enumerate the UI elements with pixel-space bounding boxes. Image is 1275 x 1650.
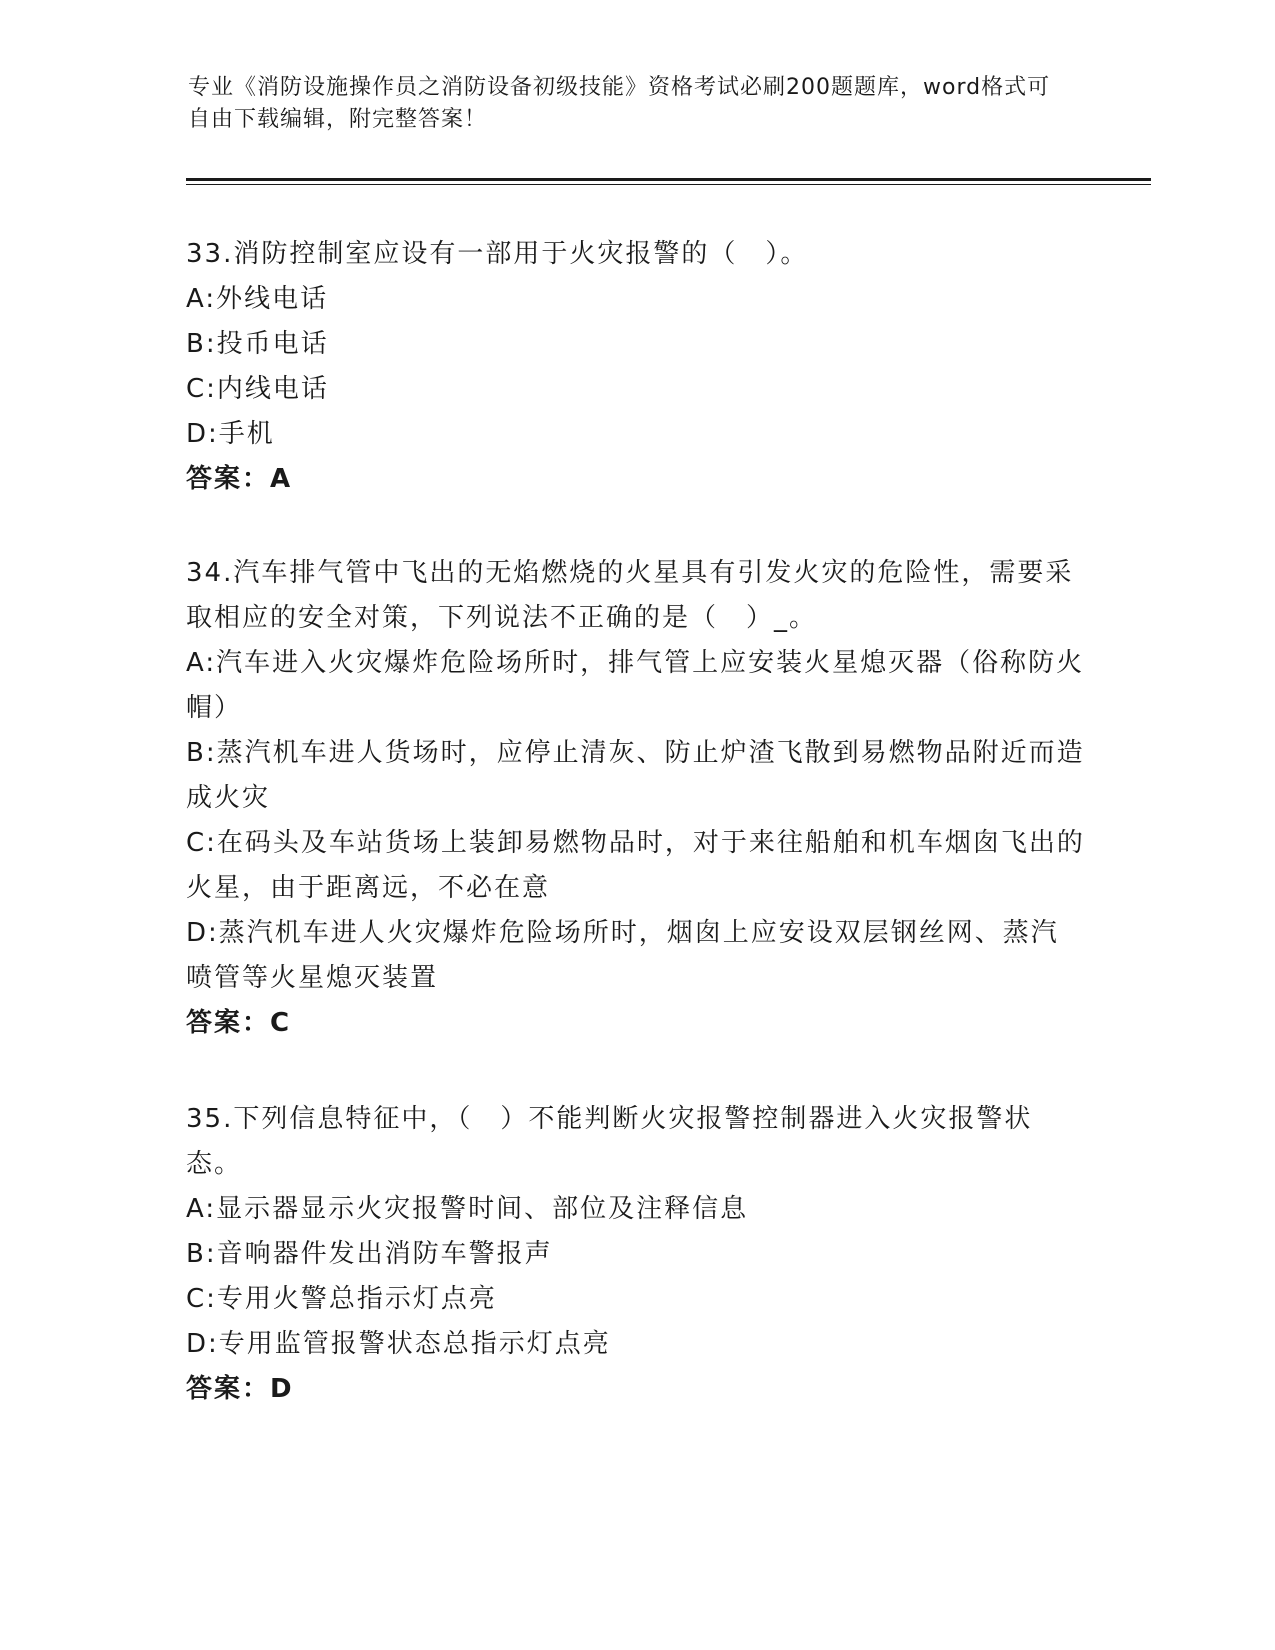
answer: 答案：C [186, 1008, 292, 1038]
answer: 答案：D [186, 1374, 294, 1404]
option-b: B:投币电话 [186, 329, 329, 359]
option-b: B:音响器件发出消防车警报声 [186, 1239, 553, 1269]
option-a: A:外线电话 [186, 284, 329, 314]
option-a: A:汽车进入火灾爆炸危险场所时，排气管上应安装火星熄灭器（俗称防火帽） [186, 648, 1085, 723]
question-35 [186, 1097, 1086, 1412]
option-d: D:专用监管报警状态总指示灯点亮 [186, 1329, 611, 1359]
answer: 答案：A [186, 464, 293, 494]
option-d: D:手机 [186, 419, 275, 449]
question-33 [186, 232, 1086, 502]
header-divider-thin [186, 184, 1151, 185]
option-c: C:专用火警总指示灯点亮 [186, 1284, 497, 1314]
option-d: D:蒸汽机车进人火灾爆炸危险场所时，烟囱上应安设双层钢丝网、蒸汽喷管等火星熄灭装置 [186, 918, 1059, 993]
question-stem: 35.下列信息特征中，（ ）不能判断火灾报警控制器进入火灾报警状态。 [186, 1104, 1033, 1179]
option-c: C:内线电话 [186, 374, 329, 404]
option-a: A:显示器显示火灾报警时间、部位及注释信息 [186, 1194, 749, 1224]
question-stem: 34.汽车排气管中飞出的无焰燃烧的火星具有引发火灾的危险性，需要采取相应的安全对策，下列说法不正确的是（ ）_。 [186, 558, 1074, 633]
question-34 [186, 551, 1086, 1046]
header-divider-thick [186, 178, 1151, 181]
option-c: C:在码头及车站货场上装卸易燃物品时，对于来往船舶和机车烟囱飞出的火星，由于距离远，不必在意 [186, 828, 1085, 903]
document-header: 专业《消防设施操作员之消防设备初级技能》资格考试必刷200题题库，word格式可自由下载编辑，附完整答案！ [188, 75, 1051, 132]
option-b: B:蒸汽机车进人货场时，应停止清灰、防止炉渣飞散到易燃物品附近而造成火灾 [186, 738, 1085, 813]
question-stem: 33.消防控制室应设有一部用于火灾报警的（ ）。 [186, 239, 809, 269]
